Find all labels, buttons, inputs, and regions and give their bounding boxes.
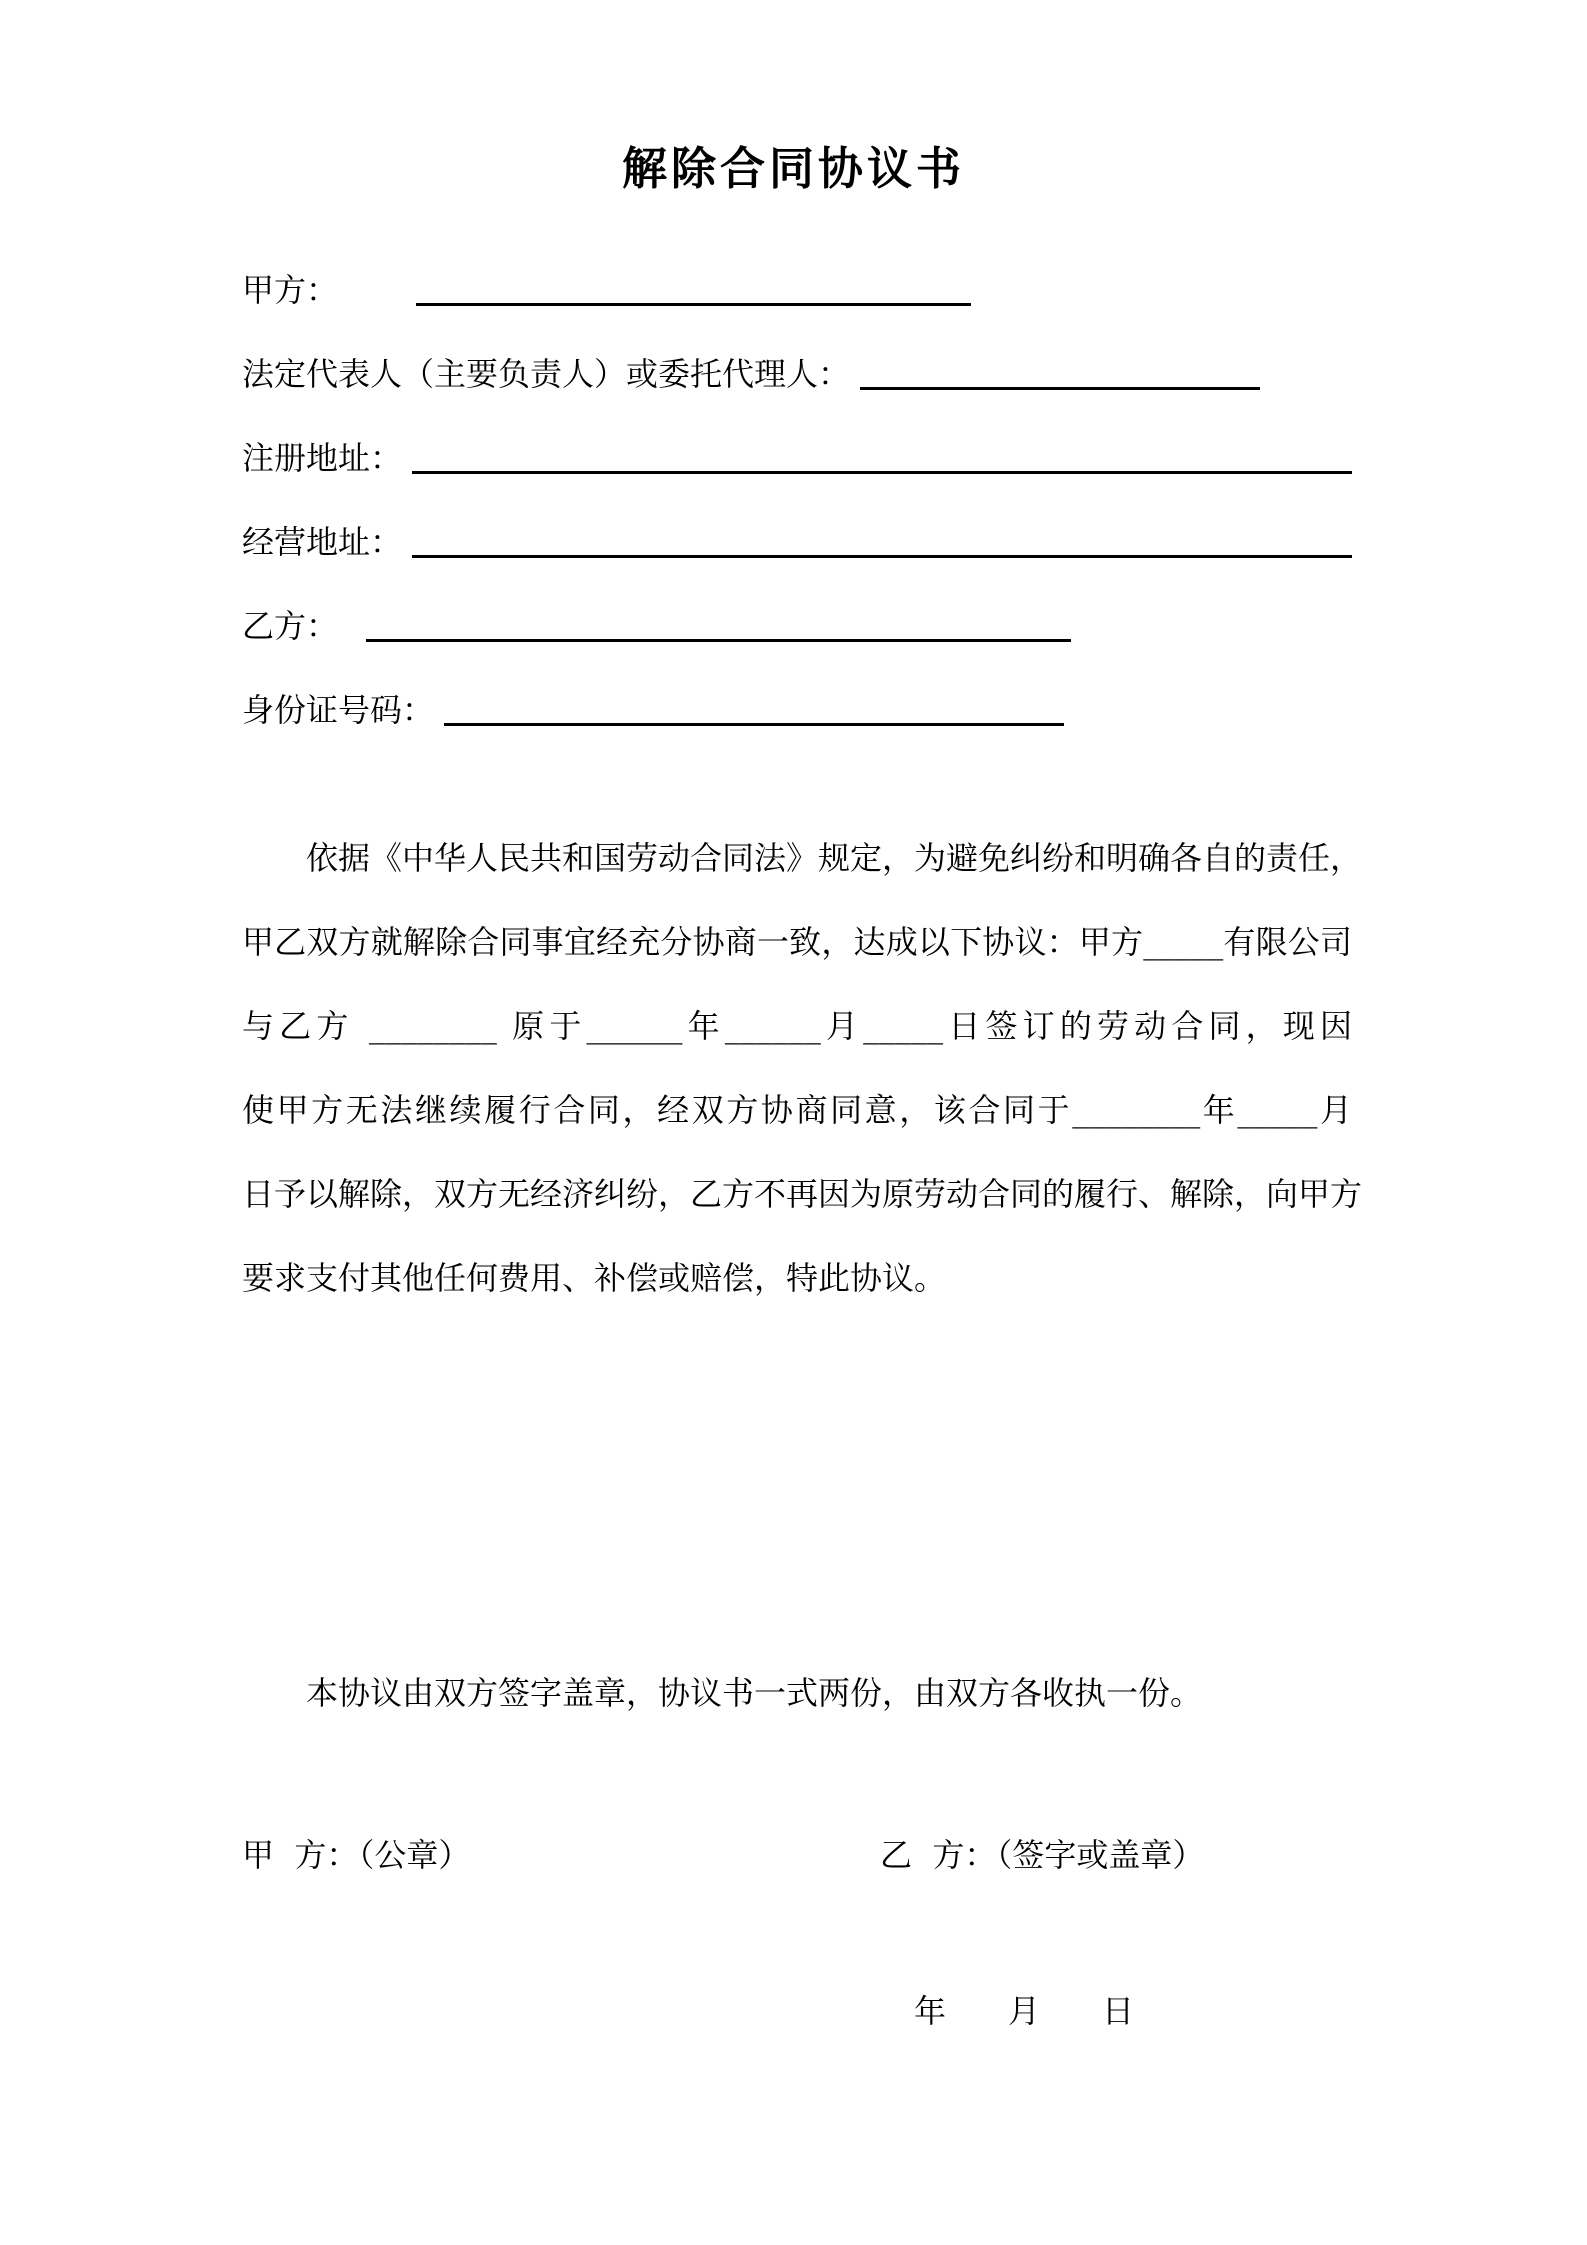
party-b-blank-line[interactable]: [366, 635, 1071, 642]
document-content: [242, 0, 1363, 2245]
signature-party-a: 甲 方：（公章）: [242, 1836, 471, 1874]
id-number-label: 身份证号码：: [242, 691, 435, 729]
body-paragraph-line-5: 日予以解除，双方无经济纠纷，乙方不再因为原劳动合同的履行、解除，向甲方: [242, 1175, 1363, 1213]
business-address-blank-line[interactable]: [412, 551, 1352, 558]
signature-party-b: 乙 方：（签字或盖章）: [880, 1836, 1205, 1874]
registered-address-blank-line[interactable]: [412, 467, 1352, 474]
body-paragraph-line-6: 要求支付其他任何费用、补偿或赔偿，特此协议。: [242, 1259, 947, 1297]
field-row-id-number: [242, 690, 1064, 730]
registered-address-label: 注册地址：: [242, 439, 403, 477]
business-address-label: 经营地址：: [242, 523, 403, 561]
body-paragraph-line-1: 依据《中华人民共和国劳动合同法》规定，为避免纠纷和明确各自的责任，: [306, 839, 1363, 877]
field-row-party-b: [242, 606, 1071, 646]
date-year-label: 年: [914, 1992, 947, 2030]
field-row-party-a: [242, 270, 971, 310]
party-a-blank-line[interactable]: [416, 299, 971, 306]
field-row-business-address: [242, 522, 1352, 562]
field-row-registered-address: [242, 438, 1352, 478]
id-number-blank-line[interactable]: [444, 719, 1064, 726]
party-b-label: 乙方：: [242, 607, 339, 645]
date-line: [914, 1986, 1134, 2032]
legal-representative-label: 法定代表人（主要负责人）或委托代理人：: [242, 355, 851, 393]
document-title: 解除合同协议书: [621, 142, 965, 195]
body-paragraph-line-2: 甲乙双方就解除合同事宜经充分协商一致，达成以下协议：甲方_____有限公司: [242, 923, 1352, 961]
body-paragraph-line-3: 与乙方 ________ 原于______年______月_____日签订的劳动合同，现因: [242, 1007, 1352, 1045]
legal-representative-blank-line[interactable]: [860, 383, 1260, 390]
body-paragraph-line-4: 使甲方无法继续履行合同，经双方协商同意，该合同于________年_____月: [242, 1091, 1352, 1129]
party-a-label: 甲方：: [242, 271, 339, 309]
date-month-label: 月: [1008, 1992, 1041, 2030]
closing-statement: 本协议由双方签字盖章，协议书一式两份，由双方各收执一份。: [306, 1674, 1203, 1712]
field-row-legal-representative: [242, 354, 1260, 394]
date-day-label: 日: [1102, 1992, 1135, 2030]
